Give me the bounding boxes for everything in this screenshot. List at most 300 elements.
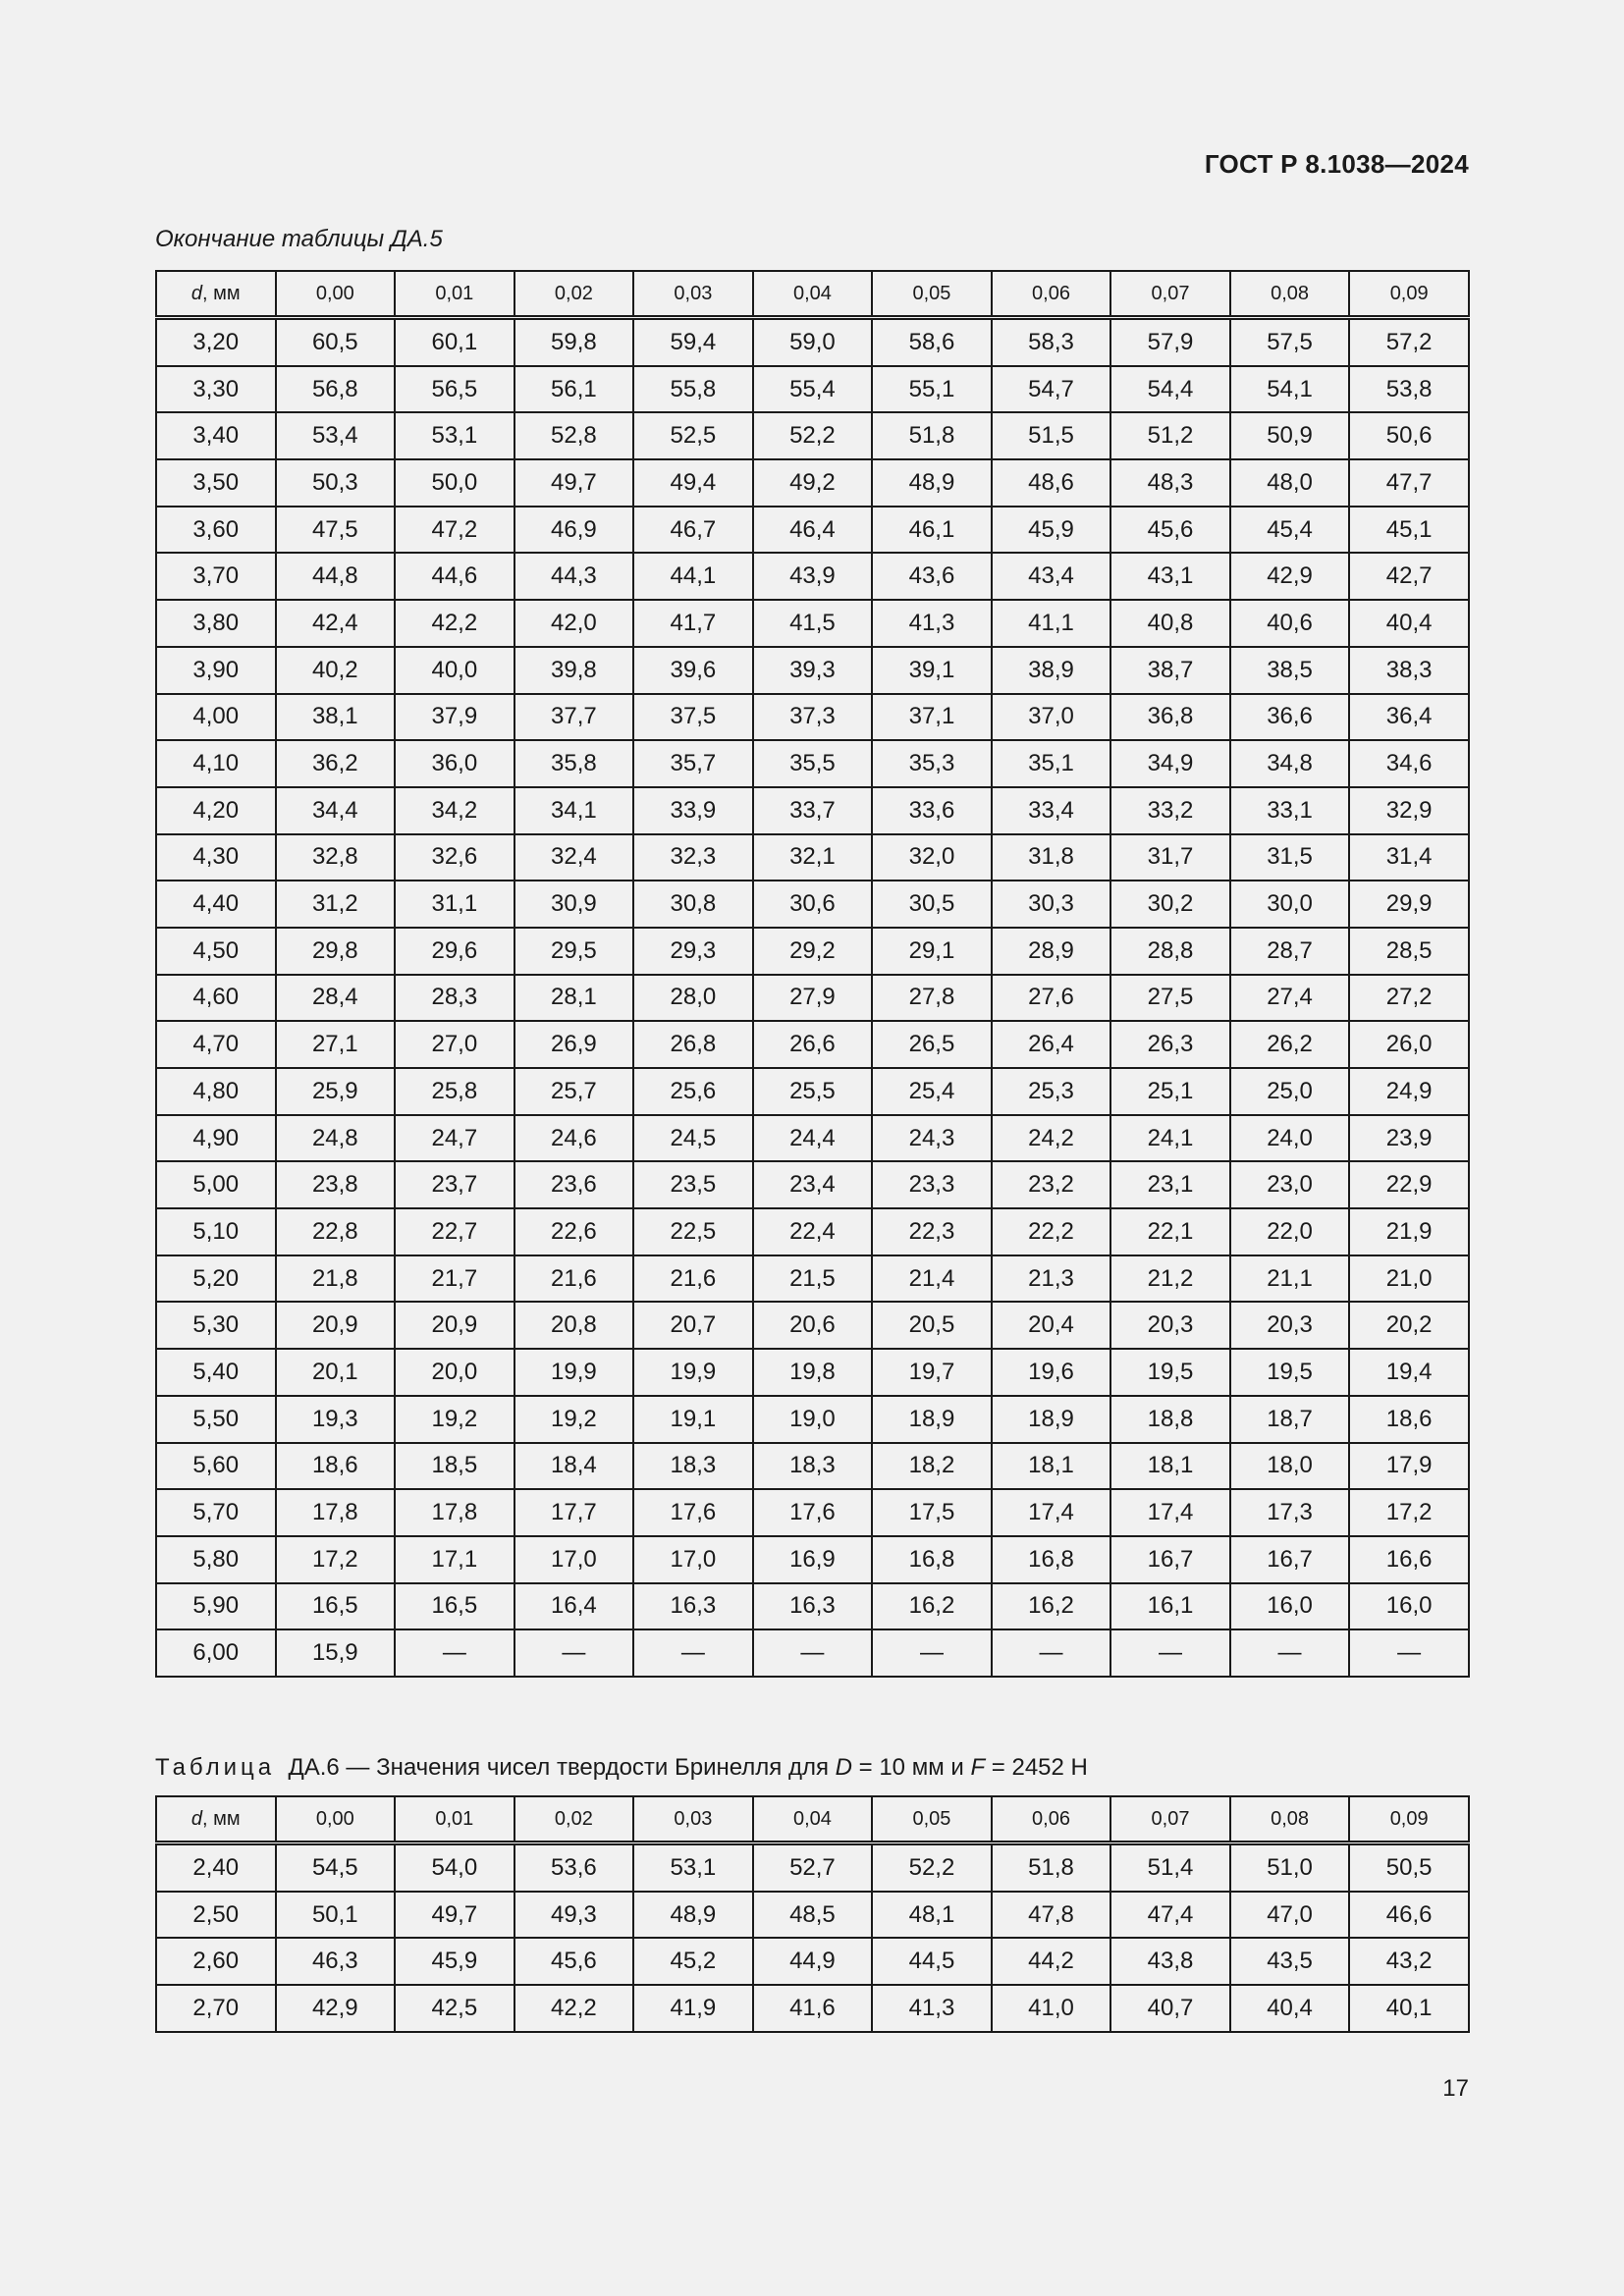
hardness-cell: 17,3 <box>1230 1489 1350 1536</box>
table-row <box>156 694 1469 741</box>
hardness-cell: 16,3 <box>633 1583 753 1630</box>
column-header: 0,00 <box>276 1796 396 1843</box>
hardness-cell: 22,1 <box>1110 1208 1230 1255</box>
column-header: 0,04 <box>753 271 873 318</box>
hardness-cell: 27,4 <box>1230 975 1350 1022</box>
diameter-cell: 4,20 <box>156 787 276 834</box>
hardness-cell: 31,2 <box>276 881 396 928</box>
hardness-cell: 22,7 <box>395 1208 514 1255</box>
hardness-cell: 27,2 <box>1349 975 1469 1022</box>
hardness-cell: 20,7 <box>633 1302 753 1349</box>
diameter-symbol: D <box>835 1754 852 1781</box>
table-header-row <box>156 271 1469 318</box>
hardness-cell: 54,0 <box>395 1843 514 1892</box>
hardness-cell: 36,4 <box>1349 694 1469 741</box>
hardness-cell: 22,8 <box>276 1208 396 1255</box>
hardness-cell: 41,3 <box>872 1985 992 2032</box>
hardness-cell: 35,5 <box>753 740 873 787</box>
hardness-cell: 50,3 <box>276 459 396 507</box>
hardness-cell: 23,8 <box>276 1161 396 1208</box>
hardness-cell: 17,6 <box>753 1489 873 1536</box>
hardness-cell: 19,9 <box>633 1349 753 1396</box>
hardness-cell: 33,4 <box>992 787 1111 834</box>
hardness-cell: 16,6 <box>1349 1536 1469 1583</box>
table-row <box>156 600 1469 647</box>
hardness-cell: 24,1 <box>1110 1115 1230 1162</box>
hardness-cell: 45,1 <box>1349 507 1469 554</box>
diameter-cell: 5,60 <box>156 1443 276 1490</box>
hardness-cell: 37,7 <box>514 694 634 741</box>
diameter-cell: 5,50 <box>156 1396 276 1443</box>
hardness-cell: 45,2 <box>633 1938 753 1985</box>
table-row <box>156 1583 1469 1630</box>
hardness-cell: 28,7 <box>1230 928 1350 975</box>
hardness-cell: 60,1 <box>395 318 514 366</box>
hardness-cell: 51,4 <box>1110 1843 1230 1892</box>
hardness-cell: 24,9 <box>1349 1068 1469 1115</box>
hardness-cell: 23,6 <box>514 1161 634 1208</box>
table-da5-body <box>156 318 1469 1677</box>
hardness-cell: 22,5 <box>633 1208 753 1255</box>
table-row <box>156 1161 1469 1208</box>
table-row <box>156 412 1469 459</box>
hardness-cell: 47,5 <box>276 507 396 554</box>
hardness-cell: 40,2 <box>276 647 396 694</box>
hardness-cell: 28,4 <box>276 975 396 1022</box>
hardness-cell: 37,1 <box>872 694 992 741</box>
hardness-cell: 17,4 <box>992 1489 1111 1536</box>
column-header: 0,09 <box>1349 1796 1469 1843</box>
hardness-cell: 24,5 <box>633 1115 753 1162</box>
hardness-cell: 47,7 <box>1349 459 1469 507</box>
hardness-cell: 29,5 <box>514 928 634 975</box>
hardness-cell: 32,9 <box>1349 787 1469 834</box>
hardness-cell: 32,4 <box>514 834 634 881</box>
hardness-cell: 21,3 <box>992 1255 1111 1303</box>
hardness-cell: 18,1 <box>1110 1443 1230 1490</box>
hardness-cell: 52,2 <box>872 1843 992 1892</box>
hardness-cell: 18,9 <box>872 1396 992 1443</box>
hardness-cell: 55,4 <box>753 366 873 413</box>
hardness-cell: 20,2 <box>1349 1302 1469 1349</box>
hardness-cell: 25,4 <box>872 1068 992 1115</box>
hardness-cell: 31,8 <box>992 834 1111 881</box>
hardness-cell: 28,0 <box>633 975 753 1022</box>
hardness-cell: 45,9 <box>992 507 1111 554</box>
diameter-cell: 3,80 <box>156 600 276 647</box>
hardness-cell: 57,2 <box>1349 318 1469 366</box>
hardness-cell: 30,2 <box>1110 881 1230 928</box>
diameter-cell: 4,60 <box>156 975 276 1022</box>
hardness-cell: 29,9 <box>1349 881 1469 928</box>
hardness-cell: 55,1 <box>872 366 992 413</box>
hardness-cell: 26,5 <box>872 1021 992 1068</box>
hardness-cell: 19,5 <box>1110 1349 1230 1396</box>
hardness-cell: 15,9 <box>276 1629 396 1677</box>
hardness-cell: 40,4 <box>1349 600 1469 647</box>
hardness-cell: 32,3 <box>633 834 753 881</box>
hardness-cell: 22,4 <box>753 1208 873 1255</box>
hardness-cell: 17,8 <box>276 1489 396 1536</box>
hardness-cell: 16,8 <box>992 1536 1111 1583</box>
hardness-cell: 38,7 <box>1110 647 1230 694</box>
hardness-cell: 22,2 <box>992 1208 1111 1255</box>
hardness-cell: 24,6 <box>514 1115 634 1162</box>
hardness-cell: 56,8 <box>276 366 396 413</box>
hardness-cell: 25,8 <box>395 1068 514 1115</box>
column-header: 0,05 <box>872 271 992 318</box>
diameter-cell: 3,90 <box>156 647 276 694</box>
hardness-cell: 41,6 <box>753 1985 873 2032</box>
column-header: 0,08 <box>1230 271 1350 318</box>
hardness-cell: 42,0 <box>514 600 634 647</box>
hardness-cell: 22,9 <box>1349 1161 1469 1208</box>
hardness-cell: 18,3 <box>753 1443 873 1490</box>
table-label: Таблица <box>155 1754 276 1781</box>
table-da6 <box>155 1795 1470 2033</box>
hardness-cell: 50,9 <box>1230 412 1350 459</box>
hardness-cell: 49,2 <box>753 459 873 507</box>
hardness-cell: 45,4 <box>1230 507 1350 554</box>
hardness-cell: — <box>1110 1629 1230 1677</box>
diameter-cell: 4,70 <box>156 1021 276 1068</box>
hardness-cell: 48,5 <box>753 1892 873 1939</box>
hardness-cell: 40,7 <box>1110 1985 1230 2032</box>
hardness-cell: 26,4 <box>992 1021 1111 1068</box>
hardness-cell: 23,7 <box>395 1161 514 1208</box>
hardness-cell: 27,8 <box>872 975 992 1022</box>
hardness-cell: 25,0 <box>1230 1068 1350 1115</box>
hardness-cell: 30,3 <box>992 881 1111 928</box>
hardness-cell: 53,8 <box>1349 366 1469 413</box>
d-symbol: d <box>190 282 203 304</box>
hardness-cell: 42,9 <box>1230 553 1350 600</box>
hardness-cell: 26,2 <box>1230 1021 1350 1068</box>
hardness-cell: 52,8 <box>514 412 634 459</box>
hardness-cell: 36,0 <box>395 740 514 787</box>
column-header-d <box>156 1796 276 1843</box>
table-title: ДА.6 — Значения чисел твердости Бринелля для <box>288 1754 829 1781</box>
diameter-cell: 5,70 <box>156 1489 276 1536</box>
hardness-cell: 32,8 <box>276 834 396 881</box>
hardness-cell: 25,5 <box>753 1068 873 1115</box>
hardness-cell: 17,2 <box>1349 1489 1469 1536</box>
hardness-cell: 39,8 <box>514 647 634 694</box>
hardness-cell: 25,3 <box>992 1068 1111 1115</box>
hardness-cell: 18,9 <box>992 1396 1111 1443</box>
hardness-cell: 48,1 <box>872 1892 992 1939</box>
hardness-cell: 17,9 <box>1349 1443 1469 1490</box>
hardness-cell: 30,9 <box>514 881 634 928</box>
hardness-cell: 22,6 <box>514 1208 634 1255</box>
column-header: 0,06 <box>992 271 1111 318</box>
hardness-cell: 27,9 <box>753 975 873 1022</box>
hardness-cell: 42,7 <box>1349 553 1469 600</box>
hardness-cell: 25,1 <box>1110 1068 1230 1115</box>
table-da6-body <box>156 1843 1469 2032</box>
hardness-cell: 20,0 <box>395 1349 514 1396</box>
hardness-cell: 17,1 <box>395 1536 514 1583</box>
hardness-cell: 21,8 <box>276 1255 396 1303</box>
hardness-cell: 33,6 <box>872 787 992 834</box>
hardness-cell: 20,5 <box>872 1302 992 1349</box>
hardness-cell: 19,6 <box>992 1349 1111 1396</box>
table-row <box>156 1068 1469 1115</box>
hardness-cell: 52,2 <box>753 412 873 459</box>
hardness-cell: 20,6 <box>753 1302 873 1349</box>
hardness-cell: 22,3 <box>872 1208 992 1255</box>
hardness-cell: 29,2 <box>753 928 873 975</box>
hardness-cell: 24,3 <box>872 1115 992 1162</box>
hardness-cell: 17,6 <box>633 1489 753 1536</box>
hardness-cell: 16,1 <box>1110 1583 1230 1630</box>
hardness-cell: 46,7 <box>633 507 753 554</box>
table-row <box>156 318 1469 366</box>
table-da5-caption: Окончание таблицы ДА.5 <box>155 226 443 252</box>
hardness-cell: 54,7 <box>992 366 1111 413</box>
table-row <box>156 1021 1469 1068</box>
hardness-cell: 51,8 <box>992 1843 1111 1892</box>
diameter-cell: 2,60 <box>156 1938 276 1985</box>
hardness-cell: 41,1 <box>992 600 1111 647</box>
table-row <box>156 1843 1469 1892</box>
hardness-cell: 28,9 <box>992 928 1111 975</box>
hardness-cell: 20,9 <box>276 1302 396 1349</box>
hardness-cell: 23,2 <box>992 1161 1111 1208</box>
diameter-cell: 5,30 <box>156 1302 276 1349</box>
table-da6-caption <box>155 1754 1088 1782</box>
hardness-cell: 43,4 <box>992 553 1111 600</box>
diameter-cell: 3,60 <box>156 507 276 554</box>
column-header: 0,06 <box>992 1796 1111 1843</box>
hardness-cell: 16,2 <box>872 1583 992 1630</box>
hardness-cell: 20,9 <box>395 1302 514 1349</box>
hardness-cell: 43,8 <box>1110 1938 1230 1985</box>
hardness-cell: 25,6 <box>633 1068 753 1115</box>
hardness-cell: 56,1 <box>514 366 634 413</box>
hardness-cell: 51,2 <box>1110 412 1230 459</box>
diameter-cell: 2,40 <box>156 1843 276 1892</box>
hardness-cell: 21,4 <box>872 1255 992 1303</box>
hardness-cell: 36,2 <box>276 740 396 787</box>
hardness-cell: — <box>872 1629 992 1677</box>
hardness-cell: 27,5 <box>1110 975 1230 1022</box>
hardness-cell: 27,0 <box>395 1021 514 1068</box>
table-row <box>156 1208 1469 1255</box>
hardness-cell: 44,3 <box>514 553 634 600</box>
table-row <box>156 787 1469 834</box>
hardness-cell: 18,6 <box>276 1443 396 1490</box>
column-header: 0,03 <box>633 1796 753 1843</box>
hardness-cell: 60,5 <box>276 318 396 366</box>
hardness-cell: 17,4 <box>1110 1489 1230 1536</box>
hardness-cell: 37,3 <box>753 694 873 741</box>
hardness-cell: 26,6 <box>753 1021 873 1068</box>
table-row <box>156 1396 1469 1443</box>
hardness-cell: 16,0 <box>1230 1583 1350 1630</box>
d-unit: , мм <box>202 1807 241 1830</box>
table-row <box>156 1938 1469 1985</box>
hardness-cell: 24,0 <box>1230 1115 1350 1162</box>
hardness-cell: 42,2 <box>514 1985 634 2032</box>
hardness-cell: 36,6 <box>1230 694 1350 741</box>
hardness-cell: 21,6 <box>514 1255 634 1303</box>
hardness-cell: 44,8 <box>276 553 396 600</box>
hardness-cell: 41,0 <box>992 1985 1111 2032</box>
hardness-cell: 26,9 <box>514 1021 634 1068</box>
hardness-cell: 24,4 <box>753 1115 873 1162</box>
hardness-cell: 31,7 <box>1110 834 1230 881</box>
hardness-cell: 43,6 <box>872 553 992 600</box>
hardness-cell: 52,7 <box>753 1843 873 1892</box>
hardness-cell: 29,8 <box>276 928 396 975</box>
hardness-cell: 17,5 <box>872 1489 992 1536</box>
hardness-cell: 19,3 <box>276 1396 396 1443</box>
hardness-cell: 18,4 <box>514 1443 634 1490</box>
hardness-cell: 48,3 <box>1110 459 1230 507</box>
hardness-cell: 16,5 <box>276 1583 396 1630</box>
hardness-cell: 49,7 <box>514 459 634 507</box>
diameter-cell: 5,90 <box>156 1583 276 1630</box>
hardness-cell: 26,8 <box>633 1021 753 1068</box>
hardness-cell: 42,5 <box>395 1985 514 2032</box>
hardness-cell: 52,5 <box>633 412 753 459</box>
column-header: 0,01 <box>395 271 514 318</box>
hardness-cell: 18,3 <box>633 1443 753 1490</box>
hardness-cell: 34,1 <box>514 787 634 834</box>
hardness-cell: 57,5 <box>1230 318 1350 366</box>
hardness-cell: 19,2 <box>514 1396 634 1443</box>
hardness-cell: 44,5 <box>872 1938 992 1985</box>
diameter-cell: 4,40 <box>156 881 276 928</box>
force-symbol: F <box>970 1754 986 1781</box>
hardness-cell: 47,0 <box>1230 1892 1350 1939</box>
hardness-cell: 23,4 <box>753 1161 873 1208</box>
hardness-cell: 32,6 <box>395 834 514 881</box>
hardness-cell: 40,8 <box>1110 600 1230 647</box>
diameter-cell: 2,70 <box>156 1985 276 2032</box>
hardness-cell: 36,8 <box>1110 694 1230 741</box>
hardness-cell: 48,6 <box>992 459 1111 507</box>
hardness-cell: 32,1 <box>753 834 873 881</box>
hardness-cell: 16,2 <box>992 1583 1111 1630</box>
hardness-cell: 37,0 <box>992 694 1111 741</box>
hardness-cell: 34,2 <box>395 787 514 834</box>
diameter-cell: 3,50 <box>156 459 276 507</box>
hardness-cell: 22,0 <box>1230 1208 1350 1255</box>
hardness-cell: 37,9 <box>395 694 514 741</box>
hardness-cell: 51,0 <box>1230 1843 1350 1892</box>
table-row <box>156 1349 1469 1396</box>
table-row <box>156 834 1469 881</box>
table-row <box>156 1489 1469 1536</box>
table-row <box>156 647 1469 694</box>
hardness-cell: 49,7 <box>395 1892 514 1939</box>
table-row <box>156 975 1469 1022</box>
hardness-cell: 54,4 <box>1110 366 1230 413</box>
table-row <box>156 553 1469 600</box>
hardness-cell: 59,0 <box>753 318 873 366</box>
hardness-cell: 30,0 <box>1230 881 1350 928</box>
hardness-cell: 53,4 <box>276 412 396 459</box>
hardness-cell: 26,0 <box>1349 1021 1469 1068</box>
hardness-cell: 28,1 <box>514 975 634 1022</box>
hardness-cell: 48,9 <box>872 459 992 507</box>
hardness-cell: 34,4 <box>276 787 396 834</box>
hardness-cell: 59,4 <box>633 318 753 366</box>
hardness-cell: 44,6 <box>395 553 514 600</box>
table-row <box>156 507 1469 554</box>
diameter-cell: 5,20 <box>156 1255 276 1303</box>
hardness-cell: 29,1 <box>872 928 992 975</box>
hardness-cell: 19,5 <box>1230 1349 1350 1396</box>
hardness-cell: 21,2 <box>1110 1255 1230 1303</box>
hardness-cell: 30,8 <box>633 881 753 928</box>
table-row <box>156 1985 1469 2032</box>
diameter-cell: 5,40 <box>156 1349 276 1396</box>
diameter-cell: 3,40 <box>156 412 276 459</box>
hardness-cell: 45,6 <box>1110 507 1230 554</box>
table-row <box>156 881 1469 928</box>
hardness-cell: 31,4 <box>1349 834 1469 881</box>
hardness-cell: 18,1 <box>992 1443 1111 1490</box>
diameter-cell: 4,90 <box>156 1115 276 1162</box>
diameter-cell: 3,70 <box>156 553 276 600</box>
hardness-cell: 23,3 <box>872 1161 992 1208</box>
hardness-cell: 19,1 <box>633 1396 753 1443</box>
hardness-cell: 19,0 <box>753 1396 873 1443</box>
hardness-cell: — <box>633 1629 753 1677</box>
diameter-cell: 2,50 <box>156 1892 276 1939</box>
hardness-cell: 48,9 <box>633 1892 753 1939</box>
hardness-cell: 18,8 <box>1110 1396 1230 1443</box>
hardness-cell: 53,1 <box>633 1843 753 1892</box>
hardness-cell: 29,6 <box>395 928 514 975</box>
hardness-cell: 24,8 <box>276 1115 396 1162</box>
hardness-cell: — <box>1230 1629 1350 1677</box>
hardness-cell: 39,1 <box>872 647 992 694</box>
hardness-cell: 41,3 <box>872 600 992 647</box>
hardness-cell: 33,1 <box>1230 787 1350 834</box>
hardness-cell: 16,7 <box>1230 1536 1350 1583</box>
hardness-cell: 35,8 <box>514 740 634 787</box>
hardness-cell: 19,8 <box>753 1349 873 1396</box>
hardness-cell: 39,3 <box>753 647 873 694</box>
hardness-cell: 34,6 <box>1349 740 1469 787</box>
column-header: 0,01 <box>395 1796 514 1843</box>
hardness-cell: 34,9 <box>1110 740 1230 787</box>
hardness-cell: 42,2 <box>395 600 514 647</box>
hardness-cell: 28,3 <box>395 975 514 1022</box>
hardness-cell: 16,4 <box>514 1583 634 1630</box>
hardness-cell: 18,5 <box>395 1443 514 1490</box>
diameter-cell: 4,50 <box>156 928 276 975</box>
hardness-cell: 16,5 <box>395 1583 514 1630</box>
hardness-cell: 58,3 <box>992 318 1111 366</box>
hardness-cell: 23,9 <box>1349 1115 1469 1162</box>
hardness-cell: 40,4 <box>1230 1985 1350 2032</box>
hardness-cell: 59,8 <box>514 318 634 366</box>
hardness-cell: 40,6 <box>1230 600 1350 647</box>
hardness-cell: 41,9 <box>633 1985 753 2032</box>
column-header-d <box>156 271 276 318</box>
column-header: 0,08 <box>1230 1796 1350 1843</box>
page-number: 17 <box>1442 2075 1469 2102</box>
table-row <box>156 1302 1469 1349</box>
diameter-cell: 4,10 <box>156 740 276 787</box>
hardness-cell: 28,5 <box>1349 928 1469 975</box>
diameter-cell: 4,80 <box>156 1068 276 1115</box>
